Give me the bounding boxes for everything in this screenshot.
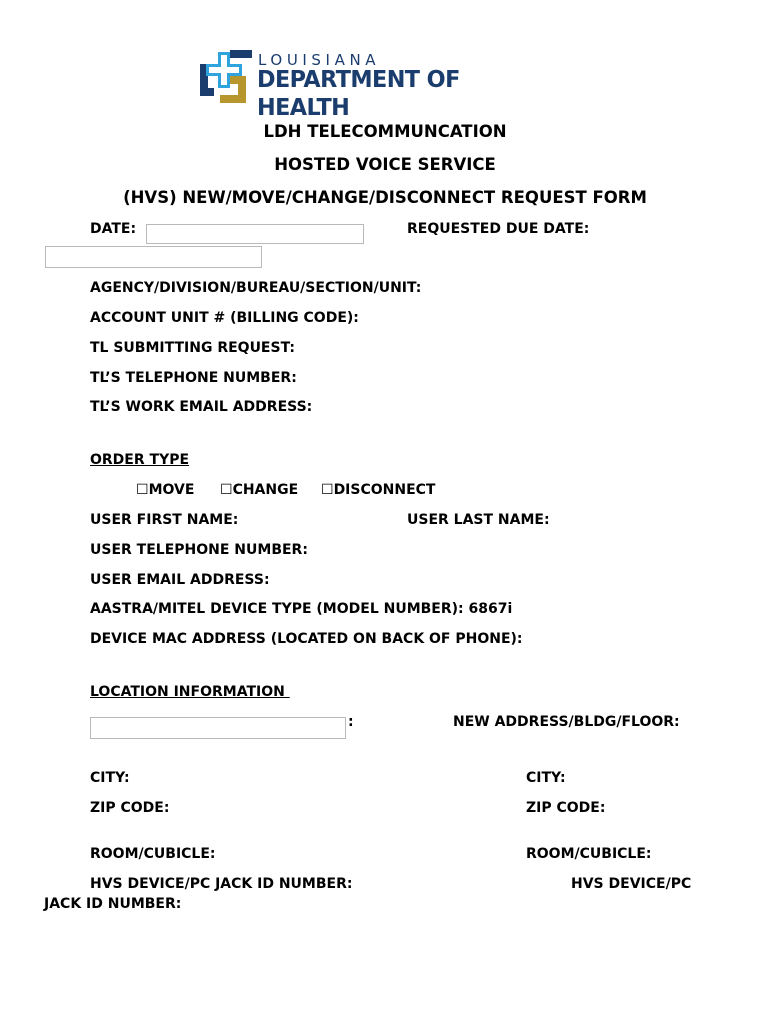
requested-due-date-input[interactable] [45,246,262,268]
room-label-current: ROOM/CUBICLE: [90,846,216,862]
tl-phone-label: TL’S TELEPHONE NUMBER: [90,370,297,386]
checkbox-change[interactable] [220,482,298,498]
current-address-input[interactable] [90,717,346,739]
checkbox-box-icon: ☐ [136,482,149,498]
agency-label: AGENCY/DIVISION/BUREAU/SECTION/UNIT: [90,280,422,296]
order-type-heading: ORDER TYPE [90,452,190,468]
account-unit-label: ACCOUNT UNIT # (BILLING CODE): [90,310,359,326]
ldh-logo [200,50,570,121]
form-title-line-1: LDH TELECOMMUNCATION [263,122,507,141]
date-label: DATE: [90,221,137,237]
zip-label-new: ZIP CODE: [526,800,606,816]
tl-email-label: TL’S WORK EMAIL ADDRESS: [90,399,313,415]
form-title-line-2: HOSTED VOICE SERVICE [274,155,496,174]
user-email-label: USER EMAIL ADDRESS: [90,572,270,588]
checkbox-change-label: CHANGE [232,482,299,498]
room-label-new: ROOM/CUBICLE: [526,846,652,862]
user-first-name-label: USER FIRST NAME: [90,512,239,528]
tl-submitting-label: TL SUBMITTING REQUEST: [90,340,295,356]
user-last-name-label: USER LAST NAME: [407,512,550,528]
jack-id-label-new: HVS DEVICE/PC [571,876,692,892]
checkbox-move[interactable] [136,482,194,498]
checkbox-disconnect-label: DISCONNECT [333,482,436,498]
city-label-new: CITY: [526,770,566,786]
logo-state-text: LOUISIANA [258,51,381,69]
requested-due-date-label: REQUESTED DUE DATE: [407,221,590,237]
jack-id-label-wrap: JACK ID NUMBER: [44,896,182,912]
checkbox-disconnect[interactable] [321,482,435,498]
city-label-current: CITY: [90,770,130,786]
cross-logo-icon [200,50,254,104]
zip-label-current: ZIP CODE: [90,800,170,816]
logo-agency-text: DEPARTMENT OF HEALTH [257,65,460,121]
date-input[interactable] [146,224,364,244]
mac-address-label: DEVICE MAC ADDRESS (LOCATED ON BACK OF PHONE): [90,631,523,647]
checkbox-move-label: MOVE [148,482,195,498]
checkbox-box-icon: ☐ [220,482,233,498]
location-heading: LOCATION INFORMATION [90,684,290,700]
current-address-colon: : [348,714,354,730]
user-phone-label: USER TELEPHONE NUMBER: [90,542,308,558]
jack-id-label-current: HVS DEVICE/PC JACK ID NUMBER: [90,876,353,892]
new-address-label: NEW ADDRESS/BLDG/FLOOR: [453,714,680,730]
device-type-label: AASTRA/MITEL DEVICE TYPE (MODEL NUMBER): 6867i [90,601,513,617]
checkbox-box-icon: ☐ [321,482,334,498]
form-title-line-3: (HVS) NEW/MOVE/CHANGE/DISCONNECT REQUEST FORM [123,188,647,207]
